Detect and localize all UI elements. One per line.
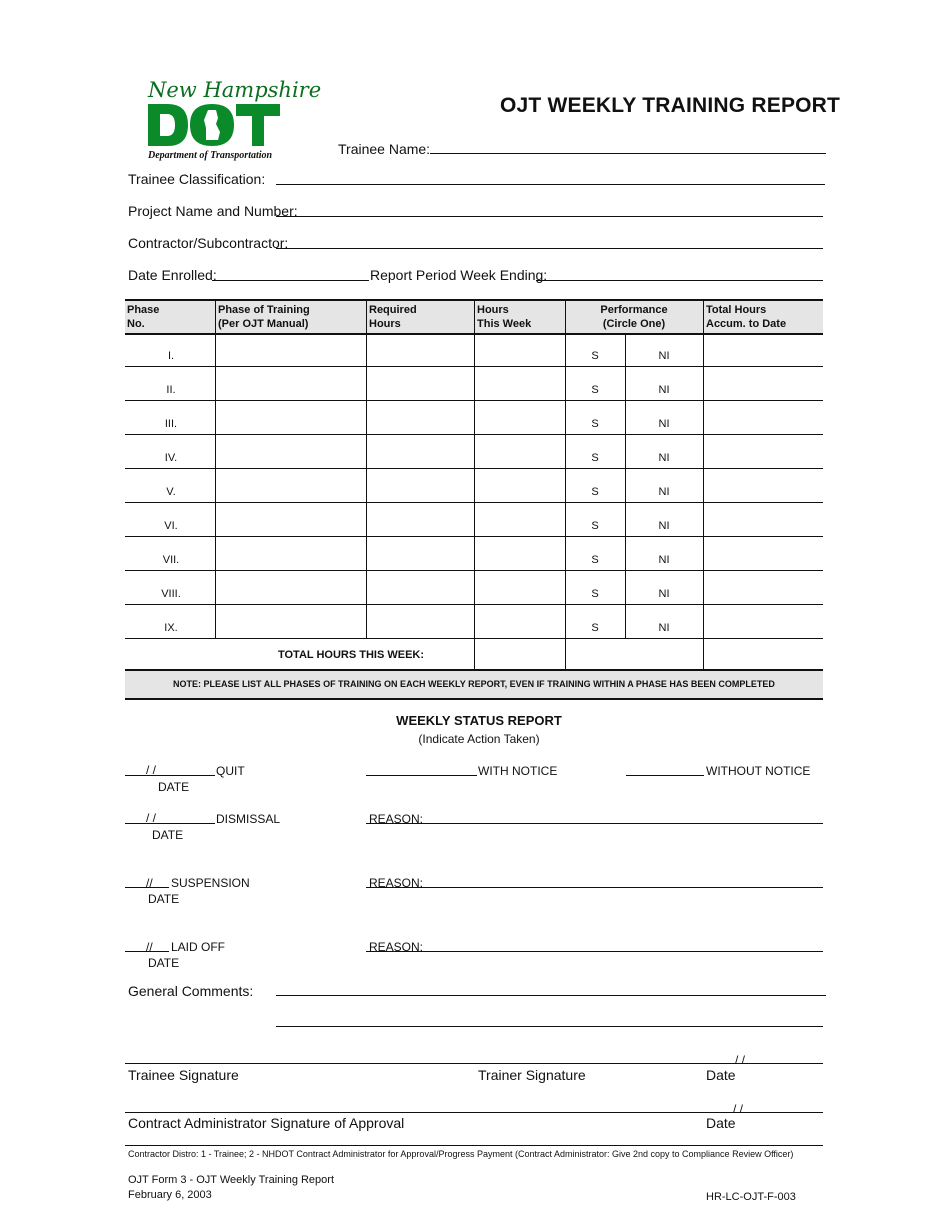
table-row[interactable] [125,469,823,503]
project-field[interactable] [276,216,823,217]
suspension-label: SUSPENSION [171,876,250,890]
logo-script-text: New Hampshire [148,78,322,102]
performance-s-option[interactable]: S [591,384,599,396]
performance-ni-option[interactable]: NI [658,520,670,532]
performance-s-option[interactable]: S [591,486,599,498]
suspension-date-caption: DATE [148,892,180,906]
admin-signature-label: Contract Administrator Signature of Approval [128,1115,405,1131]
general-comments-line-2[interactable] [276,1026,823,1027]
total-hours-label: TOTAL HOURS THIS WEEK: [277,649,425,661]
performance-s-option[interactable]: S [591,418,599,430]
performance-ni-option[interactable]: NI [658,350,670,362]
dismissal-date-caption: DATE [152,828,184,842]
with-notice-field[interactable] [366,775,477,776]
trainee-classification-label: Trainee Classification: [128,171,266,187]
laid-off-reason-label: REASON: [369,940,424,954]
signature-line[interactable] [125,1063,823,1064]
phase-number: IX. [164,622,178,634]
general-comments-line-1[interactable] [276,995,826,996]
report-period-field[interactable] [536,280,823,281]
header-performance: Performance (Circle One) [600,304,668,330]
header-total-hours: Total Hours Accum. to Date [706,304,787,330]
performance-ni-option[interactable]: NI [658,384,670,396]
performance-ni-option[interactable]: NI [658,418,670,430]
form-name: OJT Form 3 - OJT Weekly Training Report [128,1174,335,1186]
performance-s-option[interactable]: S [591,520,599,532]
footer-divider [125,1145,823,1146]
trainee-date-slashes: / / [735,1053,746,1067]
performance-ni-option[interactable]: NI [658,554,670,566]
quit-date-caption: DATE [158,780,190,794]
phase-number: III. [164,418,178,430]
form-code: HR-LC-OJT-F-003 [706,1191,796,1203]
phase-number: VI. [164,520,178,532]
general-comments-label: General Comments: [128,983,254,999]
dismissal-label: DISMISSAL [216,812,281,826]
performance-ni-option[interactable]: NI [658,486,670,498]
dot-logo-icon [146,102,282,148]
dismissal-reason-field[interactable] [366,823,823,824]
admin-date-label: Date [706,1115,736,1131]
dismissal-date-slashes: / / [146,811,157,825]
header-required-hours: Required Hours [369,304,417,330]
training-table [125,299,823,671]
performance-s-option[interactable]: S [591,452,599,464]
project-label: Project Name and Number: [128,203,298,219]
without-notice-field[interactable] [626,775,704,776]
quit-label: QUIT [216,764,245,778]
status-title: WEEKLY STATUS REPORT [396,713,562,728]
table-row[interactable] [125,503,823,537]
header-hours-this-week: Hours This Week [477,304,532,330]
dismissal-date-field[interactable] [125,823,215,824]
status-subtitle: (Indicate Action Taken) [418,732,540,746]
logo-caption: Department of Transportation [148,150,273,161]
without-notice-label: WITHOUT NOTICE [706,764,811,778]
header-phase-training: Phase of Training (Per OJT Manual) [218,304,310,330]
quit-date-slashes: / / [146,763,157,777]
row-divider [125,638,823,639]
performance-ni-option[interactable]: NI [658,588,670,600]
performance-ni-option[interactable]: NI [658,622,670,634]
admin-signature-line[interactable] [125,1112,823,1113]
performance-s-option[interactable]: S [591,350,599,362]
table-row[interactable] [125,537,823,571]
trainee-classification-field[interactable] [276,184,825,185]
signature-date-label: Date [706,1067,736,1083]
trainer-signature-label: Trainer Signature [478,1067,586,1083]
phase-number: VIII. [161,588,181,600]
phase-number: II. [166,384,176,396]
contractor-field[interactable] [276,248,823,249]
laid-off-label: LAID OFF [171,940,226,954]
performance-s-option[interactable]: S [591,588,599,600]
suspension-date-slashes: // [146,876,153,890]
admin-date-slashes: / / [733,1102,744,1116]
distribution-note: Contractor Distro: 1 - Trainee; 2 - NHDOT Contract Administrator for Approval/Progress Payment (Contract Administrator: Give 2nd copy to Compliance Review Officer) [128,1149,794,1159]
laid-off-reason-field[interactable] [366,951,823,952]
phase-number: I. [167,350,175,362]
date-enrolled-field[interactable] [212,280,369,281]
trainee-name-field[interactable] [430,153,826,154]
performance-ni-option[interactable]: NI [658,452,670,464]
report-period-label: Report Period Week Ending: [370,267,548,283]
total-hours-field[interactable] [475,639,564,671]
table-row[interactable] [125,401,823,435]
header-phase-no: Phase No. [127,304,160,330]
phase-number: VII. [162,554,180,566]
phase-number: IV. [164,452,178,464]
table-row[interactable] [125,435,823,469]
performance-s-option[interactable]: S [591,554,599,566]
form-date: February 6, 2003 [128,1189,212,1201]
table-row[interactable] [125,571,823,605]
suspension-reason-label: REASON: [369,876,424,890]
table-row[interactable] [125,605,823,639]
trainee-signature-label: Trainee Signature [128,1067,239,1083]
laid-off-date-caption: DATE [148,956,180,970]
contractor-label: Contractor/Subcontractor: [128,235,289,251]
laid-off-date-slashes: // [146,940,153,954]
performance-s-option[interactable]: S [591,622,599,634]
suspension-reason-field[interactable] [366,887,823,888]
trainee-name-label: Trainee Name: [338,141,431,157]
table-row[interactable] [125,333,823,367]
table-row[interactable] [125,367,823,401]
page-title: OJT WEEKLY TRAINING REPORT [500,94,841,117]
date-enrolled-label: Date Enrolled: [128,267,217,283]
quit-date-field[interactable] [125,775,215,776]
table-note: NOTE: PLEASE LIST ALL PHASES OF TRAINING ON EACH WEEKLY REPORT, EVEN IF TRAINING WITHIN A PHASE HAS BEEN COMPLETED [125,669,823,700]
with-notice-label: WITH NOTICE [478,764,558,778]
dismissal-reason-label: REASON: [369,812,424,826]
phase-number: V. [166,486,176,498]
